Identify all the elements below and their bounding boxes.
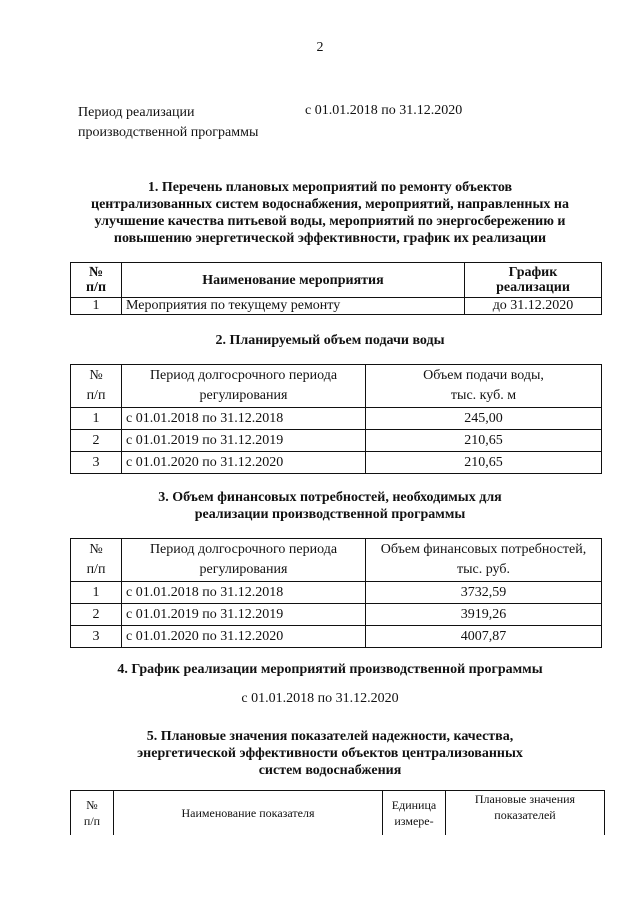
section3-title-line: 3. Объем финансовых потребностей, необходимых для [158,490,502,505]
cell-num: 2 [71,430,122,452]
section4-schedule: с 01.01.2018 по 31.12.2020 [241,691,399,706]
period-label [78,103,258,143]
header-num-line1: № [86,798,98,812]
cell-name: Мероприятия по текущему ремонту [122,298,465,315]
header-indicator-name: Наименование показателя [114,791,383,836]
header-schedule [465,263,602,298]
section2-title: 2. Планируемый объем подачи воды [215,333,445,348]
header-value-line2: тыс. куб. м [450,388,517,403]
table-header-row [71,791,605,836]
section4-title: 4. График реализации мероприятий производственной программы [117,662,543,677]
header-period-line1: Период долгосрочного периода [149,368,338,383]
section1-title-line: 1. Перечень плановых мероприятий по ремонту объектов [147,180,513,195]
header-period-line2: регулирования [199,562,288,577]
table-row [71,408,602,430]
section3-title [60,489,600,523]
cell-period: с 01.01.2018 по 31.12.2018 [122,582,366,604]
water-volume-table [70,364,602,474]
section1-title [60,179,600,247]
header-planned-line1: Плановые значения [474,792,576,806]
section1-title-line: повышению энергетической эффективности, график их реализации [113,231,547,246]
header-name: Наименование мероприятия [122,263,465,298]
cell-num: 3 [71,452,122,474]
header-period [122,365,366,408]
cell-period: с 01.01.2019 по 31.12.2019 [122,430,366,452]
header-num [71,263,122,298]
header-planned [446,791,605,836]
section5-title [60,728,600,779]
section5-title-line: систем водоснабжения [258,763,402,778]
cell-value: 3732,59 [366,582,602,604]
header-num-line2: п/п [86,562,106,577]
table-row [71,430,602,452]
cell-value: 210,65 [366,430,602,452]
header-value [366,365,602,408]
cell-num: 3 [71,626,122,648]
table-header-row [71,365,602,408]
page-number: 2 [316,40,324,55]
header-unit-line1: Единица [391,798,437,812]
header-value-line2: тыс. руб. [457,562,510,577]
header-planned-line2: показателей [494,808,556,822]
header-period-line1: Период долгосрочного периода [149,542,338,557]
header-period-line2: регулирования [199,388,288,403]
cell-num: 1 [71,298,122,315]
header-schedule-line2: реализации [496,280,570,295]
header-num [71,791,114,836]
cell-value: 3919,26 [366,604,602,626]
header-value-line1: Объем подачи воды, [423,368,544,383]
cell-schedule: до 31.12.2020 [465,298,602,315]
cell-value: 245,00 [366,408,602,430]
cell-period: с 01.01.2019 по 31.12.2019 [122,604,366,626]
table-header-row [71,263,602,298]
header-schedule-line1: График [508,265,558,280]
cell-period: с 01.01.2020 по 31.12.2020 [122,626,366,648]
table-row [71,582,602,604]
cell-value: 4007,87 [366,626,602,648]
cell-period: с 01.01.2020 по 31.12.2020 [122,452,366,474]
measures-table [70,262,602,315]
section5-title-line: энергетической эффективности объектов централизованных [137,746,523,761]
table-row [71,452,602,474]
financial-needs-table [70,538,602,648]
section1-title-line: улучшение качества питьевой воды, мероприятий по энергосбережению и [94,214,566,229]
header-num-line2: п/п [86,388,106,403]
header-num-line1: № [88,265,104,280]
cell-num: 1 [71,408,122,430]
section1-title-line: централизованных систем водоснабжения, мероприятий, направленных на [91,197,569,212]
table-row [71,604,602,626]
header-num [71,539,122,582]
header-unit [383,791,446,836]
header-unit-line2: измере- [394,814,434,828]
header-num-line1: № [89,368,103,383]
header-num-line2: п/п [83,814,101,828]
period-value: с 01.01.2018 по 31.12.2020 [305,103,463,118]
indicators-table [70,790,605,835]
section3-title-line: реализации производственной программы [194,507,466,522]
cell-period: с 01.01.2018 по 31.12.2018 [122,408,366,430]
cell-num: 2 [71,604,122,626]
period-label-line2: производственной программы [78,125,259,140]
header-num [71,365,122,408]
header-num-line2: п/п [85,280,107,295]
cell-num: 1 [71,582,122,604]
header-num-line1: № [89,542,103,557]
table-row [71,626,602,648]
header-value [366,539,602,582]
header-period [122,539,366,582]
header-value-line1: Объем финансовых потребностей, [380,542,587,557]
cell-value: 210,65 [366,452,602,474]
table-header-row [71,539,602,582]
section5-title-line: 5. Плановые значения показателей надежности, качества, [146,729,514,744]
period-label-line1: Период реализации [78,105,195,120]
table-row [71,298,602,315]
